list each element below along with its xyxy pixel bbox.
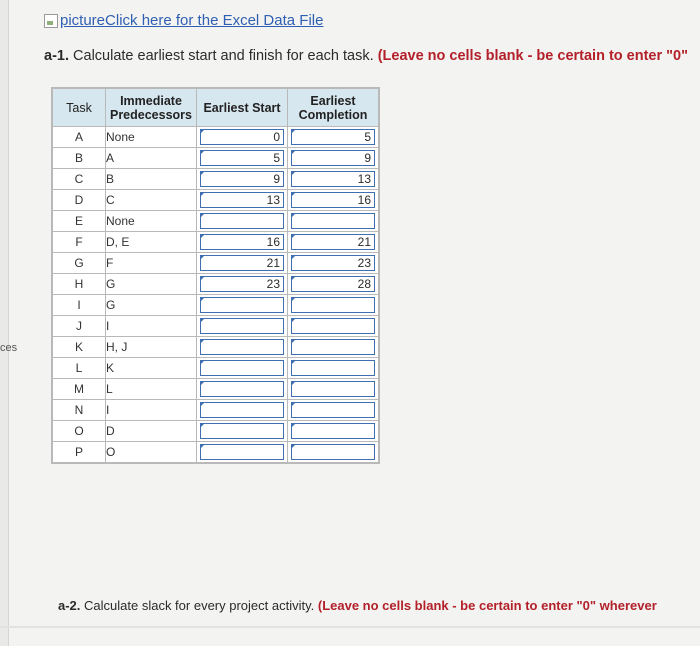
table-header-row	[53, 89, 379, 127]
predecessors-cell: B	[106, 169, 197, 190]
earliest-start-input[interactable]	[200, 444, 284, 460]
task-cell: J	[53, 316, 106, 337]
earliest-completion-cell	[288, 127, 379, 148]
question-a1-label: a-1.	[44, 48, 69, 64]
earliest-start-input[interactable]	[200, 402, 284, 418]
task-cell: E	[53, 211, 106, 232]
header-pred-line2: Predecessors	[109, 107, 192, 122]
earliest-completion-input[interactable]: 5	[291, 129, 375, 145]
predecessors-cell: H, J	[106, 337, 197, 358]
earliest-completion-cell	[288, 253, 379, 274]
table-row	[53, 295, 379, 316]
predecessors-cell: G	[106, 295, 197, 316]
predecessors-cell: None	[106, 211, 197, 232]
earliest-completion-cell	[288, 211, 379, 232]
earliest-start-cell	[197, 232, 288, 253]
task-cell: K	[53, 337, 106, 358]
predecessors-cell: L	[106, 379, 197, 400]
earliest-start-input[interactable]: 0	[200, 129, 284, 145]
broken-image-icon	[44, 14, 58, 28]
header-pred-line1: Immediate	[120, 93, 182, 108]
task-cell: N	[53, 400, 106, 421]
task-cell: A	[53, 127, 106, 148]
divider	[0, 626, 700, 628]
table-row	[53, 337, 379, 358]
earliest-completion-input[interactable]	[291, 213, 375, 229]
predecessors-cell: G	[106, 274, 197, 295]
question-a2-text: Calculate slack for every project activity.	[80, 598, 318, 613]
table-row	[53, 211, 379, 232]
table-row	[53, 358, 379, 379]
predecessors-cell: A	[106, 148, 197, 169]
earliest-completion-cell	[288, 295, 379, 316]
earliest-start-cell	[197, 127, 288, 148]
header-task: Task	[53, 89, 106, 127]
earliest-completion-cell	[288, 400, 379, 421]
task-cell: B	[53, 148, 106, 169]
predecessors-cell: O	[106, 442, 197, 463]
earliest-start-cell	[197, 169, 288, 190]
header-predecessors	[106, 89, 197, 127]
earliest-completion-input[interactable]	[291, 297, 375, 313]
table-row	[53, 379, 379, 400]
task-cell: P	[53, 442, 106, 463]
earliest-start-cell	[197, 253, 288, 274]
earliest-completion-cell	[288, 232, 379, 253]
earliest-start-input[interactable]: 5	[200, 150, 284, 166]
table-row	[53, 442, 379, 463]
earliest-completion-cell	[288, 379, 379, 400]
predecessors-cell: I	[106, 316, 197, 337]
table-row	[53, 232, 379, 253]
header-earliest-start: Earliest Start	[197, 89, 288, 127]
earliest-start-input[interactable]	[200, 297, 284, 313]
earliest-start-cell	[197, 316, 288, 337]
earliest-completion-input[interactable]	[291, 318, 375, 334]
earliest-completion-input[interactable]: 9	[291, 150, 375, 166]
earliest-start-input[interactable]: 23	[200, 276, 284, 292]
table-row	[53, 253, 379, 274]
question-a1	[44, 48, 688, 64]
earliest-completion-cell	[288, 169, 379, 190]
table-row	[53, 127, 379, 148]
earliest-completion-input[interactable]	[291, 360, 375, 376]
earliest-start-cell	[197, 337, 288, 358]
earliest-start-cell	[197, 421, 288, 442]
earliest-start-input[interactable]	[200, 213, 284, 229]
earliest-completion-cell	[288, 190, 379, 211]
question-a2-label: a-2.	[58, 598, 81, 613]
earliest-start-cell	[197, 400, 288, 421]
earliest-start-cell	[197, 148, 288, 169]
earliest-completion-cell	[288, 274, 379, 295]
earliest-start-input[interactable]: 13	[200, 192, 284, 208]
earliest-start-input[interactable]: 9	[200, 171, 284, 187]
question-a2	[58, 598, 657, 613]
earliest-start-input[interactable]	[200, 423, 284, 439]
task-cell: H	[53, 274, 106, 295]
earliest-completion-cell	[288, 337, 379, 358]
earliest-completion-input[interactable]: 21	[291, 234, 375, 250]
earliest-completion-input[interactable]	[291, 381, 375, 397]
table-row	[53, 148, 379, 169]
earliest-start-input[interactable]: 16	[200, 234, 284, 250]
earliest-start-cell	[197, 274, 288, 295]
predecessors-cell: None	[106, 127, 197, 148]
side-label: ces	[0, 342, 18, 354]
earliest-completion-input[interactable]: 13	[291, 171, 375, 187]
task-cell: O	[53, 421, 106, 442]
header-comp-line2: Completion	[298, 107, 368, 122]
earliest-start-cell	[197, 442, 288, 463]
earliest-completion-cell	[288, 421, 379, 442]
link-text: Click here for the Excel Data File	[105, 12, 324, 29]
table-row	[53, 169, 379, 190]
predecessors-cell: D, E	[106, 232, 197, 253]
table-row	[53, 190, 379, 211]
earliest-start-cell	[197, 211, 288, 232]
header-earliest-completion	[288, 89, 379, 127]
header-comp-line1: Earliest	[310, 93, 356, 108]
earliest-start-input[interactable]: 21	[200, 255, 284, 271]
task-cell: D	[53, 190, 106, 211]
earliest-completion-input[interactable]: 28	[291, 276, 375, 292]
predecessors-cell: I	[106, 400, 197, 421]
predecessors-cell: F	[106, 253, 197, 274]
schedule-table	[52, 88, 379, 463]
earliest-completion-cell	[288, 316, 379, 337]
task-cell: G	[53, 253, 106, 274]
earliest-start-input[interactable]	[200, 339, 284, 355]
link-prefix: picture	[60, 12, 106, 29]
earliest-completion-input[interactable]	[291, 423, 375, 439]
earliest-start-cell	[197, 379, 288, 400]
task-cell: M	[53, 379, 106, 400]
earliest-start-cell	[197, 295, 288, 316]
task-cell: C	[53, 169, 106, 190]
predecessors-cell: C	[106, 190, 197, 211]
task-cell: F	[53, 232, 106, 253]
excel-data-file-link[interactable]	[44, 12, 323, 29]
task-cell: I	[53, 295, 106, 316]
earliest-start-cell	[197, 358, 288, 379]
predecessors-cell: D	[106, 421, 197, 442]
earliest-start-input[interactable]	[200, 381, 284, 397]
earliest-completion-input[interactable]	[291, 339, 375, 355]
earliest-start-input[interactable]	[200, 360, 284, 376]
earliest-completion-cell	[288, 442, 379, 463]
question-a1-text: Calculate earliest start and finish for each task.	[69, 48, 378, 64]
table-row	[53, 421, 379, 442]
table-row	[53, 316, 379, 337]
task-cell: L	[53, 358, 106, 379]
earliest-completion-input[interactable]: 16	[291, 192, 375, 208]
earliest-completion-input[interactable]	[291, 444, 375, 460]
table-row	[53, 400, 379, 421]
earliest-completion-input[interactable]: 23	[291, 255, 375, 271]
earliest-completion-input[interactable]	[291, 402, 375, 418]
table-row	[53, 274, 379, 295]
question-a1-note: (Leave no cells blank - be certain to enter "0"	[377, 48, 688, 64]
predecessors-cell: K	[106, 358, 197, 379]
earliest-completion-cell	[288, 148, 379, 169]
earliest-start-input[interactable]	[200, 318, 284, 334]
question-a2-note: (Leave no cells blank - be certain to enter "0" wherever	[317, 598, 657, 613]
earliest-start-cell	[197, 190, 288, 211]
left-panel-edge	[0, 0, 9, 646]
earliest-completion-cell	[288, 358, 379, 379]
